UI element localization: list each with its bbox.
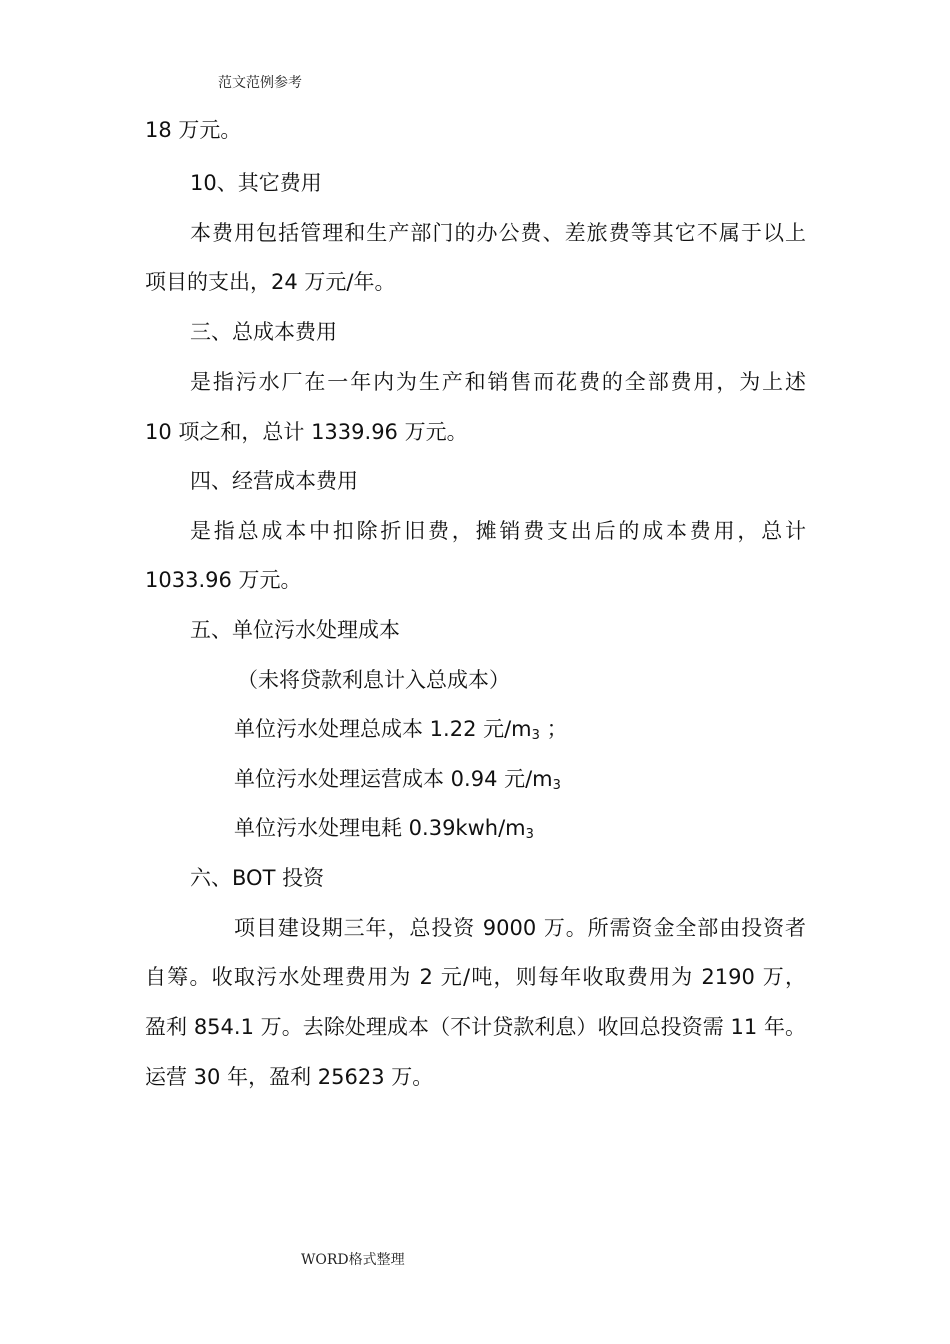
subscript: 3 bbox=[552, 778, 561, 793]
text-segment: ； bbox=[539, 717, 568, 741]
text-line: 1033.96 万元。 bbox=[145, 568, 302, 592]
text-line: 是指总成本中扣除折旧费，摊销费支出后的成本费用，总计 bbox=[190, 519, 806, 543]
section-heading-unit-cost: 五、单位污水处理成本 bbox=[190, 618, 400, 642]
text-line: （未将贷款利息计入总成本） bbox=[237, 668, 510, 692]
section-heading-bot: 六、BOT 投资 bbox=[190, 866, 325, 890]
text-line-unit-operating-cost bbox=[234, 765, 561, 800]
text-line: 是指污水厂在一年内为生产和销售而花费的全部费用，为上述 bbox=[190, 370, 806, 394]
text-line: 10 项之和，总计 1339.96 万元。 bbox=[145, 420, 468, 444]
section-heading-total-cost: 三、总成本费用 bbox=[190, 320, 337, 344]
text-segment: 单位污水处理运营成本 0.94 元/m bbox=[234, 767, 553, 791]
section-heading-other-costs: 10、其它费用 bbox=[190, 171, 322, 195]
text-line: 项目的支出，24 万元/年。 bbox=[145, 270, 396, 294]
text-line: 自筹。收取污水处理费用为 2 元/吨，则每年收取费用为 2190 万， bbox=[145, 965, 806, 989]
text-line: 项目建设期三年，总投资 9000 万。所需资金全部由投资者 bbox=[234, 916, 806, 940]
subscript: 3 bbox=[525, 827, 534, 842]
subscript: 3 bbox=[531, 728, 540, 743]
text-line: 18 万元。 bbox=[145, 118, 242, 142]
text-line-unit-total-cost bbox=[234, 715, 568, 750]
text-segment: 单位污水处理总成本 1.22 元/m bbox=[234, 717, 532, 741]
text-line: 运营 30 年，盈利 25623 万。 bbox=[145, 1065, 434, 1089]
text-segment: 单位污水处理电耗 0.39kwh/m bbox=[234, 816, 526, 840]
text-line-unit-power bbox=[234, 814, 534, 849]
text-line: 本费用包括管理和生产部门的办公费、差旅费等其它不属于以上 bbox=[190, 221, 806, 245]
page-footer: WORD格式整理 bbox=[301, 1252, 405, 1268]
section-heading-operating-cost: 四、经营成本费用 bbox=[190, 469, 358, 493]
text-line: 盈利 854.1 万。去除处理成本（不计贷款利息）收回总投资需 11 年。 bbox=[145, 1015, 806, 1039]
page-header: 范文范例参考 bbox=[218, 75, 302, 91]
